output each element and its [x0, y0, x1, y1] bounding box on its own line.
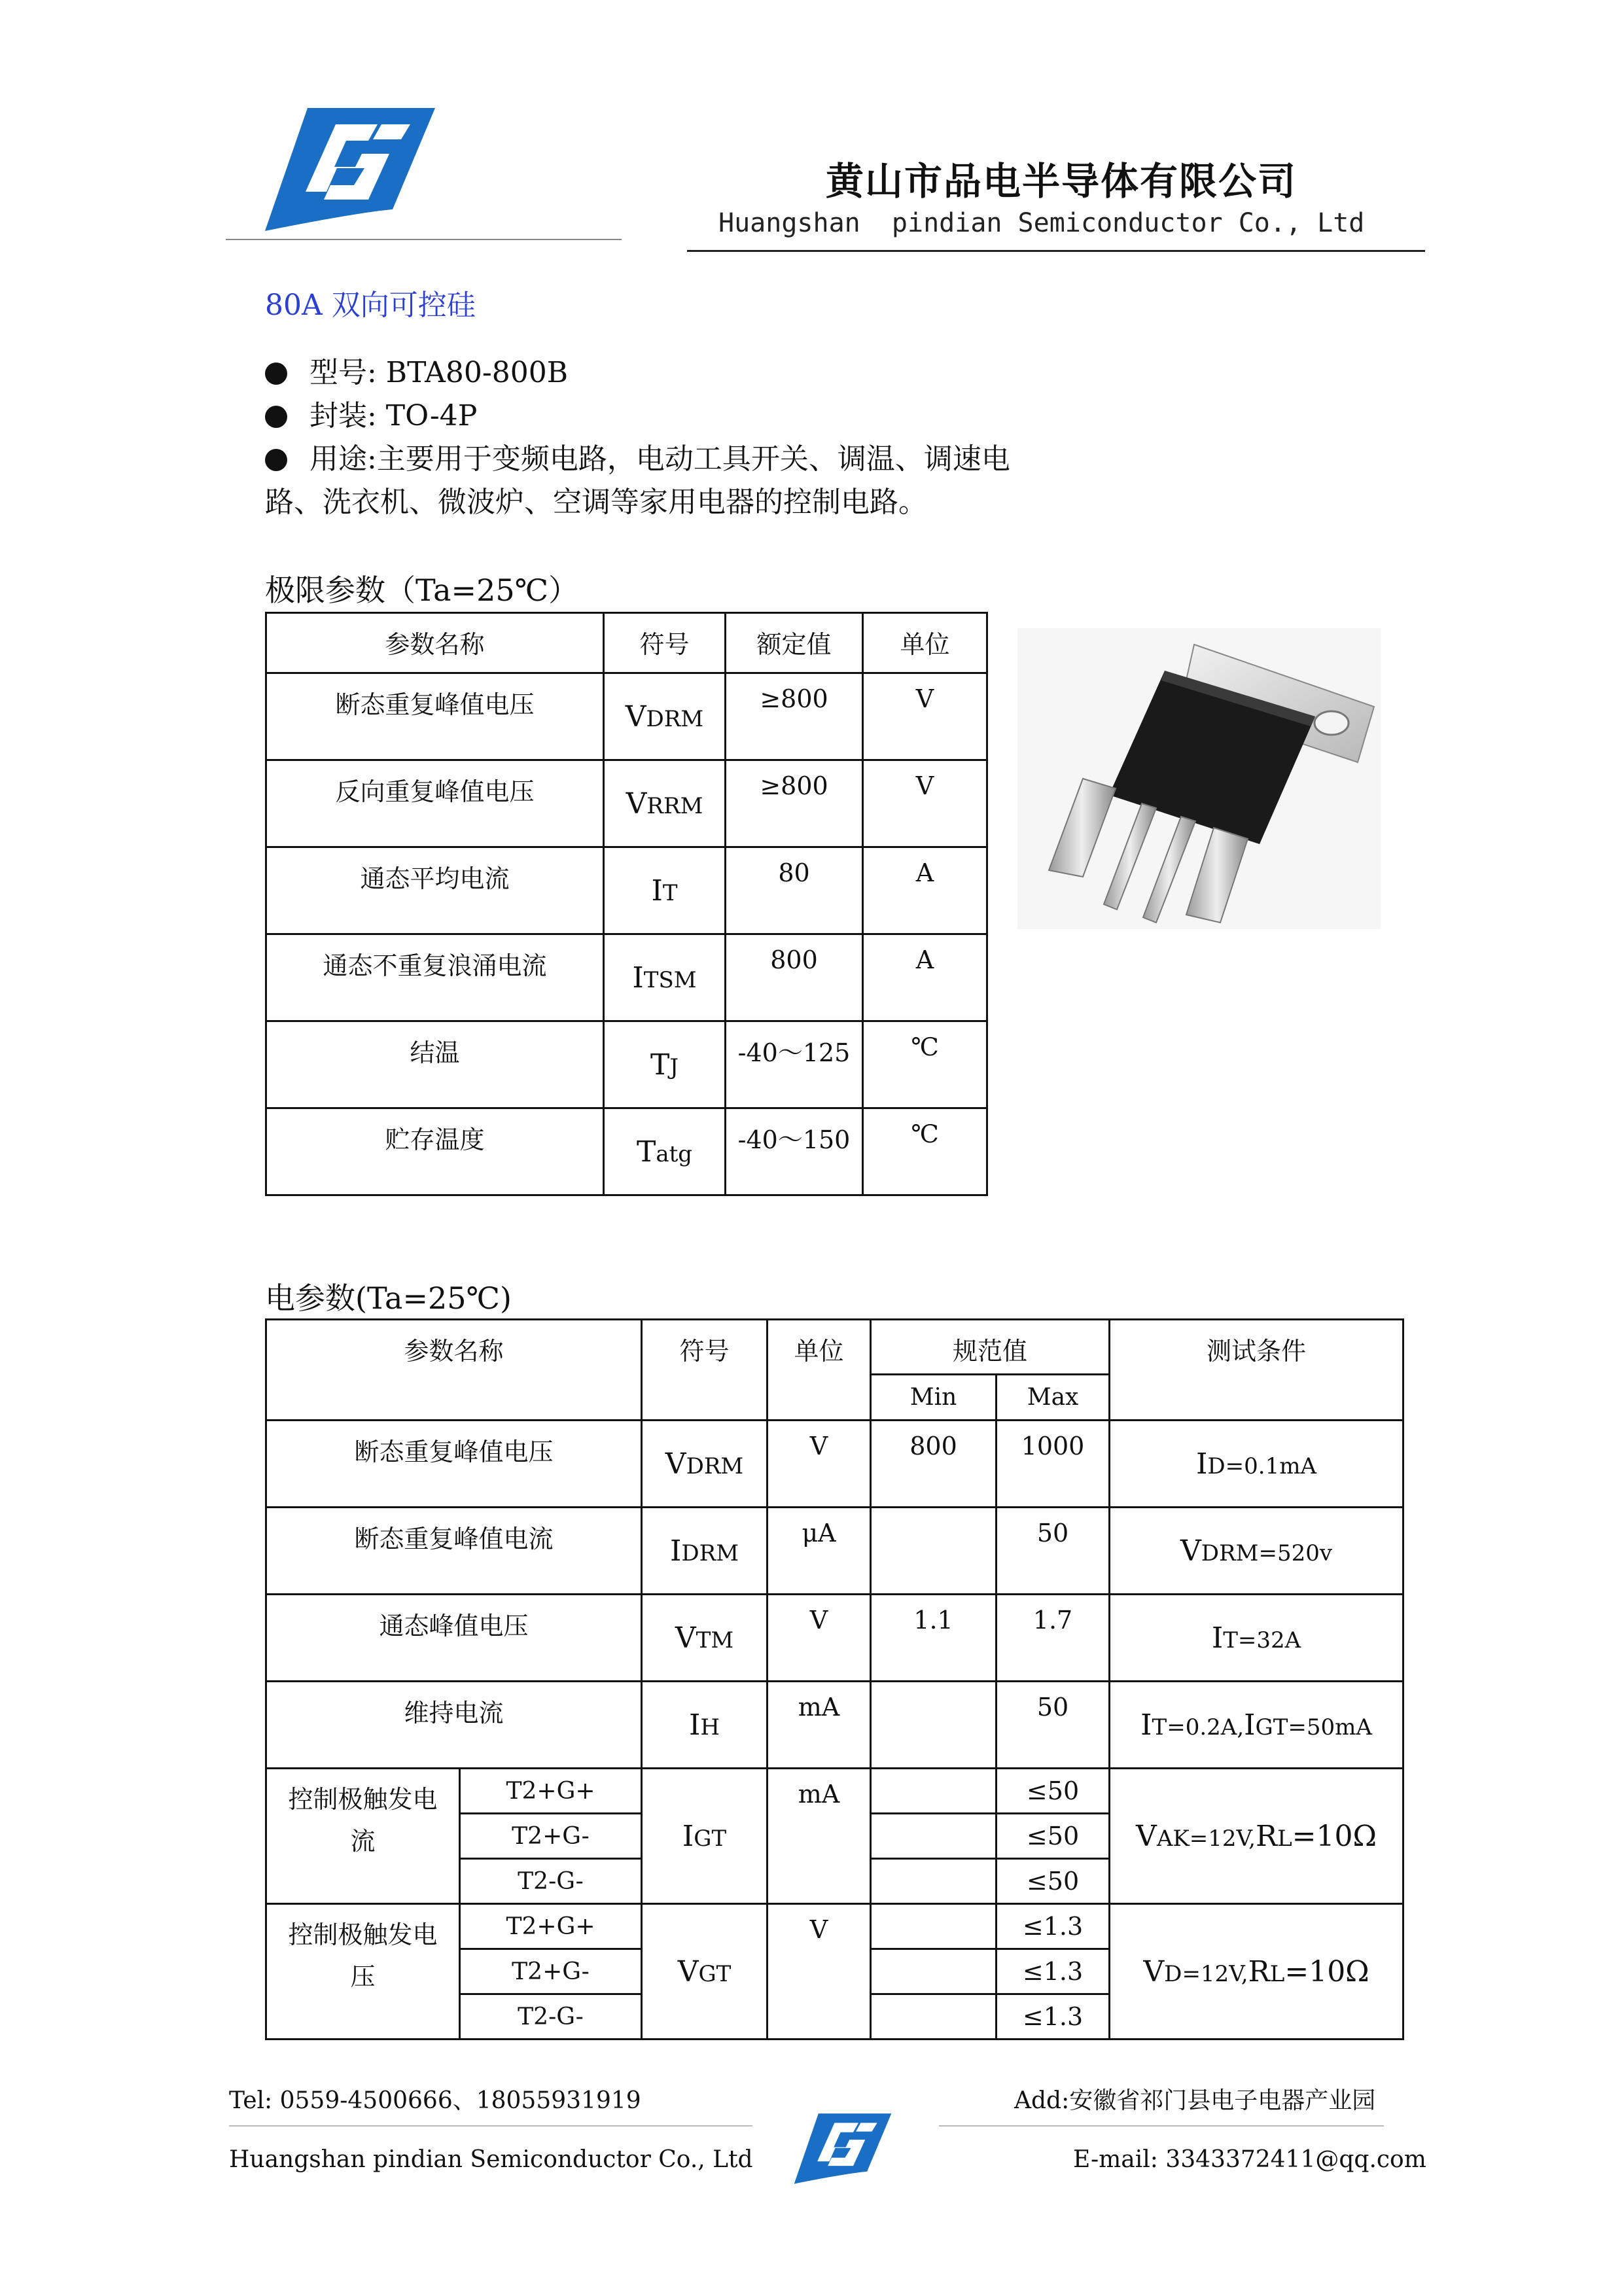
table-row — [266, 1595, 1403, 1682]
header-rule — [687, 250, 1425, 252]
param-max: 1.7 — [997, 1595, 1110, 1682]
param-symbol: VDRM — [604, 673, 726, 760]
param-symbol: VGT — [642, 1904, 768, 2040]
test-condition: ID=0.1mA — [1110, 1421, 1403, 1508]
param-unit: ℃ — [863, 1108, 987, 1195]
gate-quadrant: T2+G+ — [460, 1769, 642, 1814]
param-name: 通态平均电流 — [266, 847, 604, 934]
spec-model: 型号: BTA80-800B — [265, 351, 1135, 395]
limits-table — [265, 612, 988, 1196]
param-unit: μA — [768, 1508, 871, 1595]
spec-package: 封装: TO-4P — [265, 395, 1135, 438]
test-condition: VDRM=520v — [1110, 1508, 1403, 1595]
bullet-icon — [265, 362, 287, 385]
param-value: -40～125 — [726, 1021, 863, 1108]
company-logo-icon — [258, 101, 442, 236]
param-min: 800 — [871, 1421, 997, 1508]
table-row — [266, 673, 987, 760]
param-unit: A — [863, 934, 987, 1021]
param-max: ≤50 — [997, 1769, 1110, 1814]
param-unit: mA — [768, 1769, 871, 1904]
test-condition: VD=12V,RL=10Ω — [1110, 1904, 1403, 2040]
table-row — [266, 1904, 1403, 1949]
table-row — [266, 1021, 987, 1108]
param-name: 贮存温度 — [266, 1108, 604, 1195]
param-name: 维持电流 — [266, 1682, 642, 1769]
param-symbol: IDRM — [642, 1508, 768, 1595]
param-max: 50 — [997, 1682, 1110, 1769]
footer-email: E-mail: 3343372411@qq.com — [1073, 2146, 1426, 2173]
param-min — [871, 1814, 997, 1859]
param-value: 80 — [726, 847, 863, 934]
product-photo — [1017, 628, 1381, 929]
param-value: 800 — [726, 934, 863, 1021]
param-min — [871, 1682, 997, 1769]
param-max: ≤1.3 — [997, 1949, 1110, 1994]
param-unit: V — [768, 1904, 871, 2040]
limits-header-name: 参数名称 — [266, 613, 604, 673]
param-name: 通态不重复浪涌电流 — [266, 934, 604, 1021]
test-condition: VAK=12V,RL=10Ω — [1110, 1769, 1403, 1904]
param-unit: V — [863, 673, 987, 760]
product-subtitle: 80A 双向可控硅 — [265, 289, 476, 322]
elec-header-condition: 测试条件 — [1110, 1320, 1403, 1421]
electrical-table — [265, 1318, 1404, 2040]
param-unit: V — [768, 1595, 871, 1682]
param-min: 1.1 — [871, 1595, 997, 1682]
param-name: 断态重复峰值电流 — [266, 1508, 642, 1595]
param-min — [871, 1859, 997, 1904]
param-value: ≥800 — [726, 760, 863, 847]
table-row — [266, 1108, 987, 1195]
footer-company-en: Huangshan pindian Semiconductor Co., Ltd — [229, 2146, 753, 2173]
param-name: 断态重复峰值电压 — [266, 673, 604, 760]
company-name-en: Huangshan pindian Semiconductor Co., Ltd — [718, 208, 1365, 238]
param-max: ≤50 — [997, 1814, 1110, 1859]
param-name: 控制极触发电流 — [266, 1769, 460, 1904]
param-value: -40～150 — [726, 1108, 863, 1195]
param-min — [871, 1904, 997, 1949]
footer-divider-left — [229, 2125, 752, 2127]
spec-usage-cont: 路、洗衣机、微波炉、空调等家用电器的控制电路。 — [265, 486, 927, 519]
param-max: 50 — [997, 1508, 1110, 1595]
elec-header-min: Min — [871, 1375, 997, 1421]
param-unit: V — [863, 760, 987, 847]
elec-header-range: 规范值 — [871, 1320, 1110, 1375]
bullet-icon — [265, 406, 287, 428]
param-unit: A — [863, 847, 987, 934]
param-symbol: VTM — [642, 1595, 768, 1682]
limits-header-value: 额定值 — [726, 613, 863, 673]
table-row — [266, 934, 987, 1021]
gate-quadrant: T2-G- — [460, 1994, 642, 2040]
elec-header-max: Max — [997, 1375, 1110, 1421]
electrical-title: 电参数(Ta=25℃) — [265, 1280, 512, 1316]
limits-header-unit: 单位 — [863, 613, 987, 673]
param-symbol: VRRM — [604, 760, 726, 847]
footer-address: Add:安徽省祁门县电子电器产业园 — [1014, 2087, 1376, 2114]
table-row — [266, 1682, 1403, 1769]
param-symbol: VDRM — [642, 1421, 768, 1508]
company-logo-icon — [790, 2106, 895, 2191]
gate-quadrant: T2+G- — [460, 1949, 642, 1994]
test-condition: IT=0.2A,IGT=50mA — [1110, 1682, 1403, 1769]
bullet-icon — [265, 449, 287, 471]
gate-quadrant: T2-G- — [460, 1859, 642, 1904]
param-min — [871, 1994, 997, 2040]
param-min — [871, 1769, 997, 1814]
param-symbol: TJ — [604, 1021, 726, 1108]
param-symbol: IT — [604, 847, 726, 934]
param-max: ≤1.3 — [997, 1994, 1110, 2040]
logo-underline — [226, 239, 622, 240]
test-condition: IT=32A — [1110, 1595, 1403, 1682]
spec-list — [265, 351, 1135, 524]
param-min — [871, 1949, 997, 1994]
param-max: ≤1.3 — [997, 1904, 1110, 1949]
param-name: 控制极触发电压 — [266, 1904, 460, 2040]
elec-header-name: 参数名称 — [266, 1320, 642, 1421]
param-name: 反向重复峰值电压 — [266, 760, 604, 847]
param-min — [871, 1508, 997, 1595]
param-symbol: Tatg — [604, 1108, 726, 1195]
param-value: ≥800 — [726, 673, 863, 760]
limits-header-symbol: 符号 — [604, 613, 726, 673]
elec-header-symbol: 符号 — [642, 1320, 768, 1421]
footer-divider-right — [939, 2125, 1384, 2127]
company-name-cn: 黄山市品电半导体有限公司 — [826, 159, 1297, 203]
param-unit: ℃ — [863, 1021, 987, 1108]
table-row — [266, 847, 987, 934]
table-row — [266, 760, 987, 847]
footer-tel: Tel: 0559-4500666、18055931919 — [229, 2087, 641, 2114]
param-max: 1000 — [997, 1421, 1110, 1508]
param-name: 结温 — [266, 1021, 604, 1108]
table-row — [266, 1508, 1403, 1595]
limits-title: 极限参数（Ta=25℃） — [265, 573, 579, 608]
param-unit: mA — [768, 1682, 871, 1769]
param-symbol: IH — [642, 1682, 768, 1769]
param-symbol: ITSM — [604, 934, 726, 1021]
param-max: ≤50 — [997, 1859, 1110, 1904]
table-row — [266, 1421, 1403, 1508]
spec-usage: 用途:主要用于变频电路，电动工具开关、调温、调速电 — [265, 438, 1135, 481]
table-row — [266, 1769, 1403, 1814]
param-name: 通态峰值电压 — [266, 1595, 642, 1682]
elec-header-unit: 单位 — [768, 1320, 871, 1421]
param-name: 断态重复峰值电压 — [266, 1421, 642, 1508]
gate-quadrant: T2+G+ — [460, 1904, 642, 1949]
gate-quadrant: T2+G- — [460, 1814, 642, 1859]
param-unit: V — [768, 1421, 871, 1508]
param-symbol: IGT — [642, 1769, 768, 1904]
